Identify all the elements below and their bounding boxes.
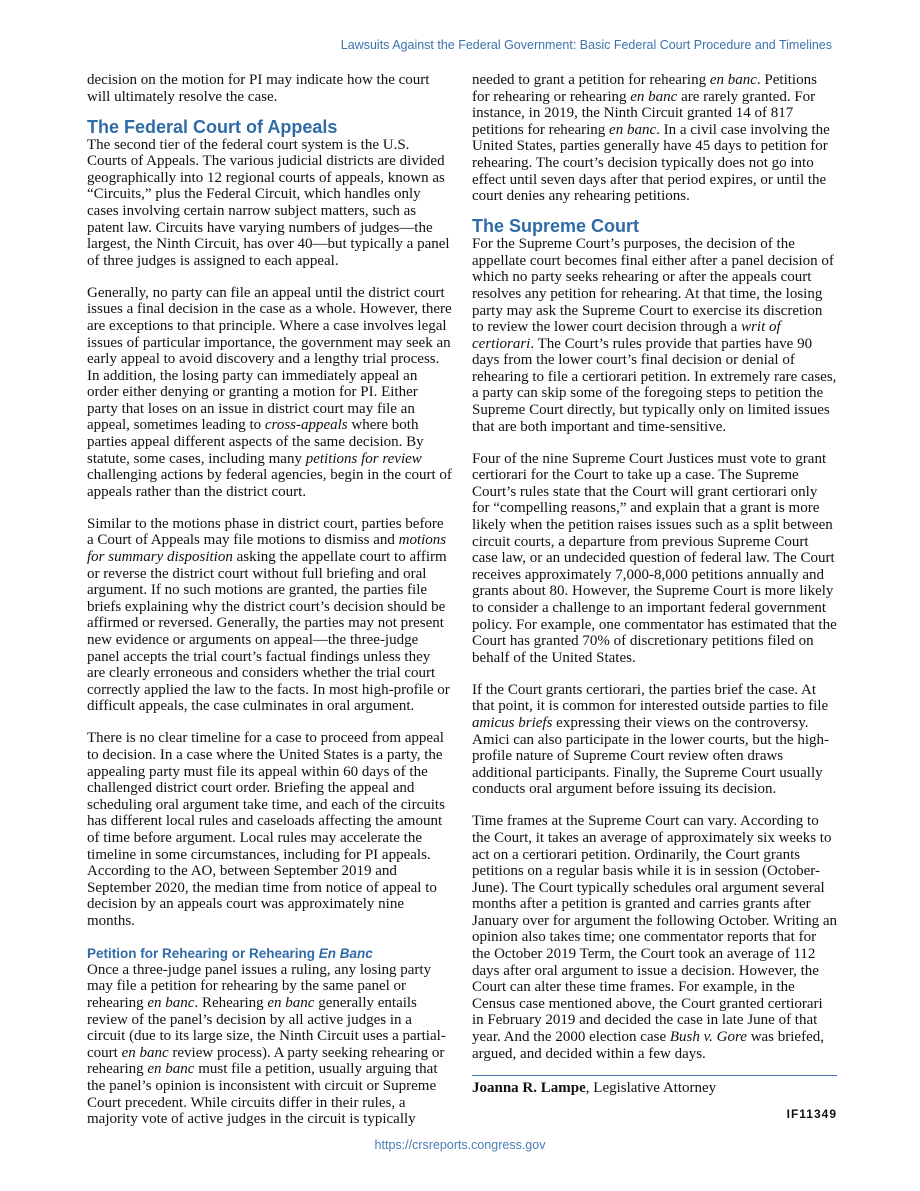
term-en-banc: en banc (630, 88, 678, 105)
subheading-text: Petition for Rehearing or Rehearing (87, 945, 319, 961)
text-run: generally entails review of the panel’s decision by all active judges in a circuit (due to its large size, the Ninth Circuit uses a partial-court (87, 995, 446, 1061)
paragraph-final-decision (87, 285, 452, 501)
text-run: Once a three-judge panel issues a ruling, any losing party may file a petition for rehearing by the same panel or rehearing (87, 961, 432, 1012)
text-run: challenging actions by federal agencies, begin in the court of appeals rather than the district court. (87, 467, 452, 500)
footer-website-link[interactable]: https://crsreports.congress.gov (374, 1138, 546, 1152)
text-run: . The Court’s rules provide that parties have 90 days from the lower court’s final decision or denial of rehearing to file a certiorari petition. In extremely rare cases, a party can skip some of the foregoing steps to petition the Supreme Court directly, but typically only on limited issues that are both important and time-sensitive. (472, 335, 837, 435)
term-petitions-for-review: petitions for review (305, 450, 422, 467)
section-heading-court-of-appeals: The Federal Court of Appeals (87, 116, 338, 137)
text-run: was briefed, argued, and decided within a few days. (472, 1029, 824, 1062)
term-en-banc: en banc (147, 995, 195, 1012)
text-run: expressing their views on the controversy. Amici can also participate in the lower courts, but the high-profile nature of Supreme Court review often draws additional participants. Finally, the Supreme Court usually conducts oral argument before issuing its decision. (472, 714, 829, 798)
paragraph-certiorari-vote: Four of the nine Supreme Court Justices must vote to grant certiorari for the Court to take up a case. The Supreme Court’s rules state that the Court will grant certiorari only for “compelling reasons,” and explain that a grant is more likely when the petition raises issues such as a split between circuit courts, a departure from previous Supreme Court case law, or an undecided question of federal law. The Court receives approximately 7,000-8,000 petitions annually and grants about 80. However, the Supreme Court is more likely to consider a challenge to an important federal government policy. For example, one commentator has estimated that the Court has granted 70% of discretionary petitions filed on behalf of the United States. (472, 450, 837, 666)
case-name-bush-v-gore: Bush v. Gore (669, 1029, 747, 1046)
text-run: review process). A party seeking rehearing or rehearing (87, 1044, 445, 1078)
paragraph-briefing (472, 682, 837, 798)
term-en-banc: en banc (147, 1061, 195, 1078)
product-id: IF11349 (786, 1106, 837, 1121)
text-run: . Rehearing (194, 995, 268, 1012)
text-run: needed to grant a petition for rehearing (472, 72, 710, 88)
right-column (472, 72, 837, 1122)
text-run: Similar to the motions phase in district court, parties before a Court of Appeals may file motions to dismiss and (87, 515, 444, 549)
text-run: Generally, no party can file an appeal until the district court issues a final decision in the case as a whole. However, there are exceptions to that principle. Where a case involves legal issues of particular importance, the government may seek an early appeal to avoid discovery and a lengthy trial process. In addition, the losing party can immediately appeal an order either denying or granting a motion for PI. Either party that loses on an issue in district court may file an appeal, sometimes leading to (87, 284, 452, 434)
text-run: Time frames at the Supreme Court can vary. According to the Court, it takes an average of approximately six weeks to act on a certiorari petition. Ordinarily, the Court grants petitions on a regular basis while it is in session (October-June). The Court typically schedules oral argument several months after a petition is granted and carries grants after January over for argument the following October. Writing an opinion also takes time; one commentator reports that for the October 2019 Term, the Court took an average of 112 days after oral argument to issue a decision. However, the Court can alter these time frames. For example, in the Census case mentioned above, the Court granted certiorari in February 2019 and decided the case in late June of that year. And the 2000 election case (472, 813, 837, 1046)
term-en-banc: en banc (609, 121, 657, 138)
text-run: . Petitions for rehearing or rehearing (472, 72, 817, 105)
term-motions-for-summary-disposition: motions for summary disposition (87, 532, 447, 566)
left-column (87, 72, 452, 1128)
paragraph-en-banc-vote (472, 72, 837, 205)
paragraph-appeals-structure: The second tier of the federal court system is the U.S. Courts of Appeals. The various judicial districts are divided geographically into 12 regional courts of appeals, known as “Circuits,” plus the Federal Circuit, which handles only cases involving certain narrow subject matters, such as patent law. Circuits have varying numbers of judges—the largest, the Ninth Circuit, has over 40—but typically a panel of three judges is assigned to each appeal. (87, 136, 450, 269)
paragraph-time-frames (472, 813, 837, 1062)
term-en-banc: En Banc (318, 945, 373, 961)
author-divider (472, 1075, 837, 1076)
text-run: If the Court grants certiorari, the parties brief the case. At that point, it is common for interested outside parties to file (472, 681, 829, 715)
text-run: asking the appellate court to affirm or reverse the district court without full briefing and oral argument. If no such motions are granted, the parties file briefs explaining why the district court’s decision should be affirmed or reversed. Generally, the parties may not present new evidence or arguments on appeal—the three-judge panel accepts the trial court’s factual findings unless they are clearly erroneous and considers whether the trial court correctly applied the law to the facts. In most high-profile or difficult appeals, the case culminates in oral argument. (87, 549, 450, 715)
author-name: Joanna R. Lampe (472, 1080, 586, 1097)
term-cross-appeals: cross-appeals (264, 417, 348, 434)
subheading-petition-for-rehearing (87, 945, 452, 962)
text-run: where both parties appeal different aspects of the same decision. By statute, some cases, including many (87, 417, 424, 467)
author-byline (472, 1080, 837, 1097)
term-en-banc: en banc (709, 72, 757, 88)
running-header-title: Lawsuits Against the Federal Government: Basic Federal Court Procedure and Timelines (340, 38, 832, 52)
author-title: , Legislative Attorney (585, 1080, 717, 1097)
term-en-banc: en banc (267, 995, 315, 1012)
paragraph-appellate-motions (87, 516, 452, 715)
paragraph-appeal-timeline: There is no clear timeline for a case to proceed from appeal to decision. In a case where the United States is a party, the appealing party must file its appeal within 60 days of the challenged district court order. Briefing the appeal and scheduling oral argument take time, and each of the circuits has different local rules and caseloads affecting the amount of time before argument. Local rules may accelerate the timeline in some circumstances, including for PI appeals. According to the AO, between September 2019 and September 2020, the median time from notice of appeal to decision by an appeals court was approximately nine months. (87, 730, 445, 929)
term-writ-of-certiorari: writ of certiorari (472, 319, 781, 352)
paragraph-pi-decision: decision on the motion for PI may indicate how the court will ultimately resolve the case. (87, 72, 430, 105)
text-run: . In a civil case involving the United States, parties generally have 45 days to petition for rehearing. The court’s decision typically does not go into effect until seven days after that period expires, or until the court denies any rehearing petitions. (472, 121, 830, 205)
paragraph-rehearing (87, 962, 452, 1128)
paragraph-finality (472, 236, 837, 435)
term-amicus-briefs: amicus briefs (472, 714, 553, 731)
section-heading-supreme-court: The Supreme Court (472, 216, 640, 237)
text-run: must file a petition, usually arguing that the panel’s opinion is inconsistent with circuit or Supreme Court precedent. While circuits differ in their rules, a majority vote of active judges in the circuit is typically (87, 1061, 438, 1128)
term-en-banc: en banc (121, 1044, 169, 1061)
text-run: are rarely granted. For instance, in 2019, the Ninth Circuit granted 14 of 817 petitions for rehearing (472, 88, 816, 138)
text-run: For the Supreme Court’s purposes, the decision of the appellate court becomes final either after a panel decision of which no party seeks rehearing or after the appeals court resolves any petition for rehearing. At that time, the losing party may ask the Supreme Court to exercise its discretion to review the lower court decision through a (472, 236, 834, 336)
